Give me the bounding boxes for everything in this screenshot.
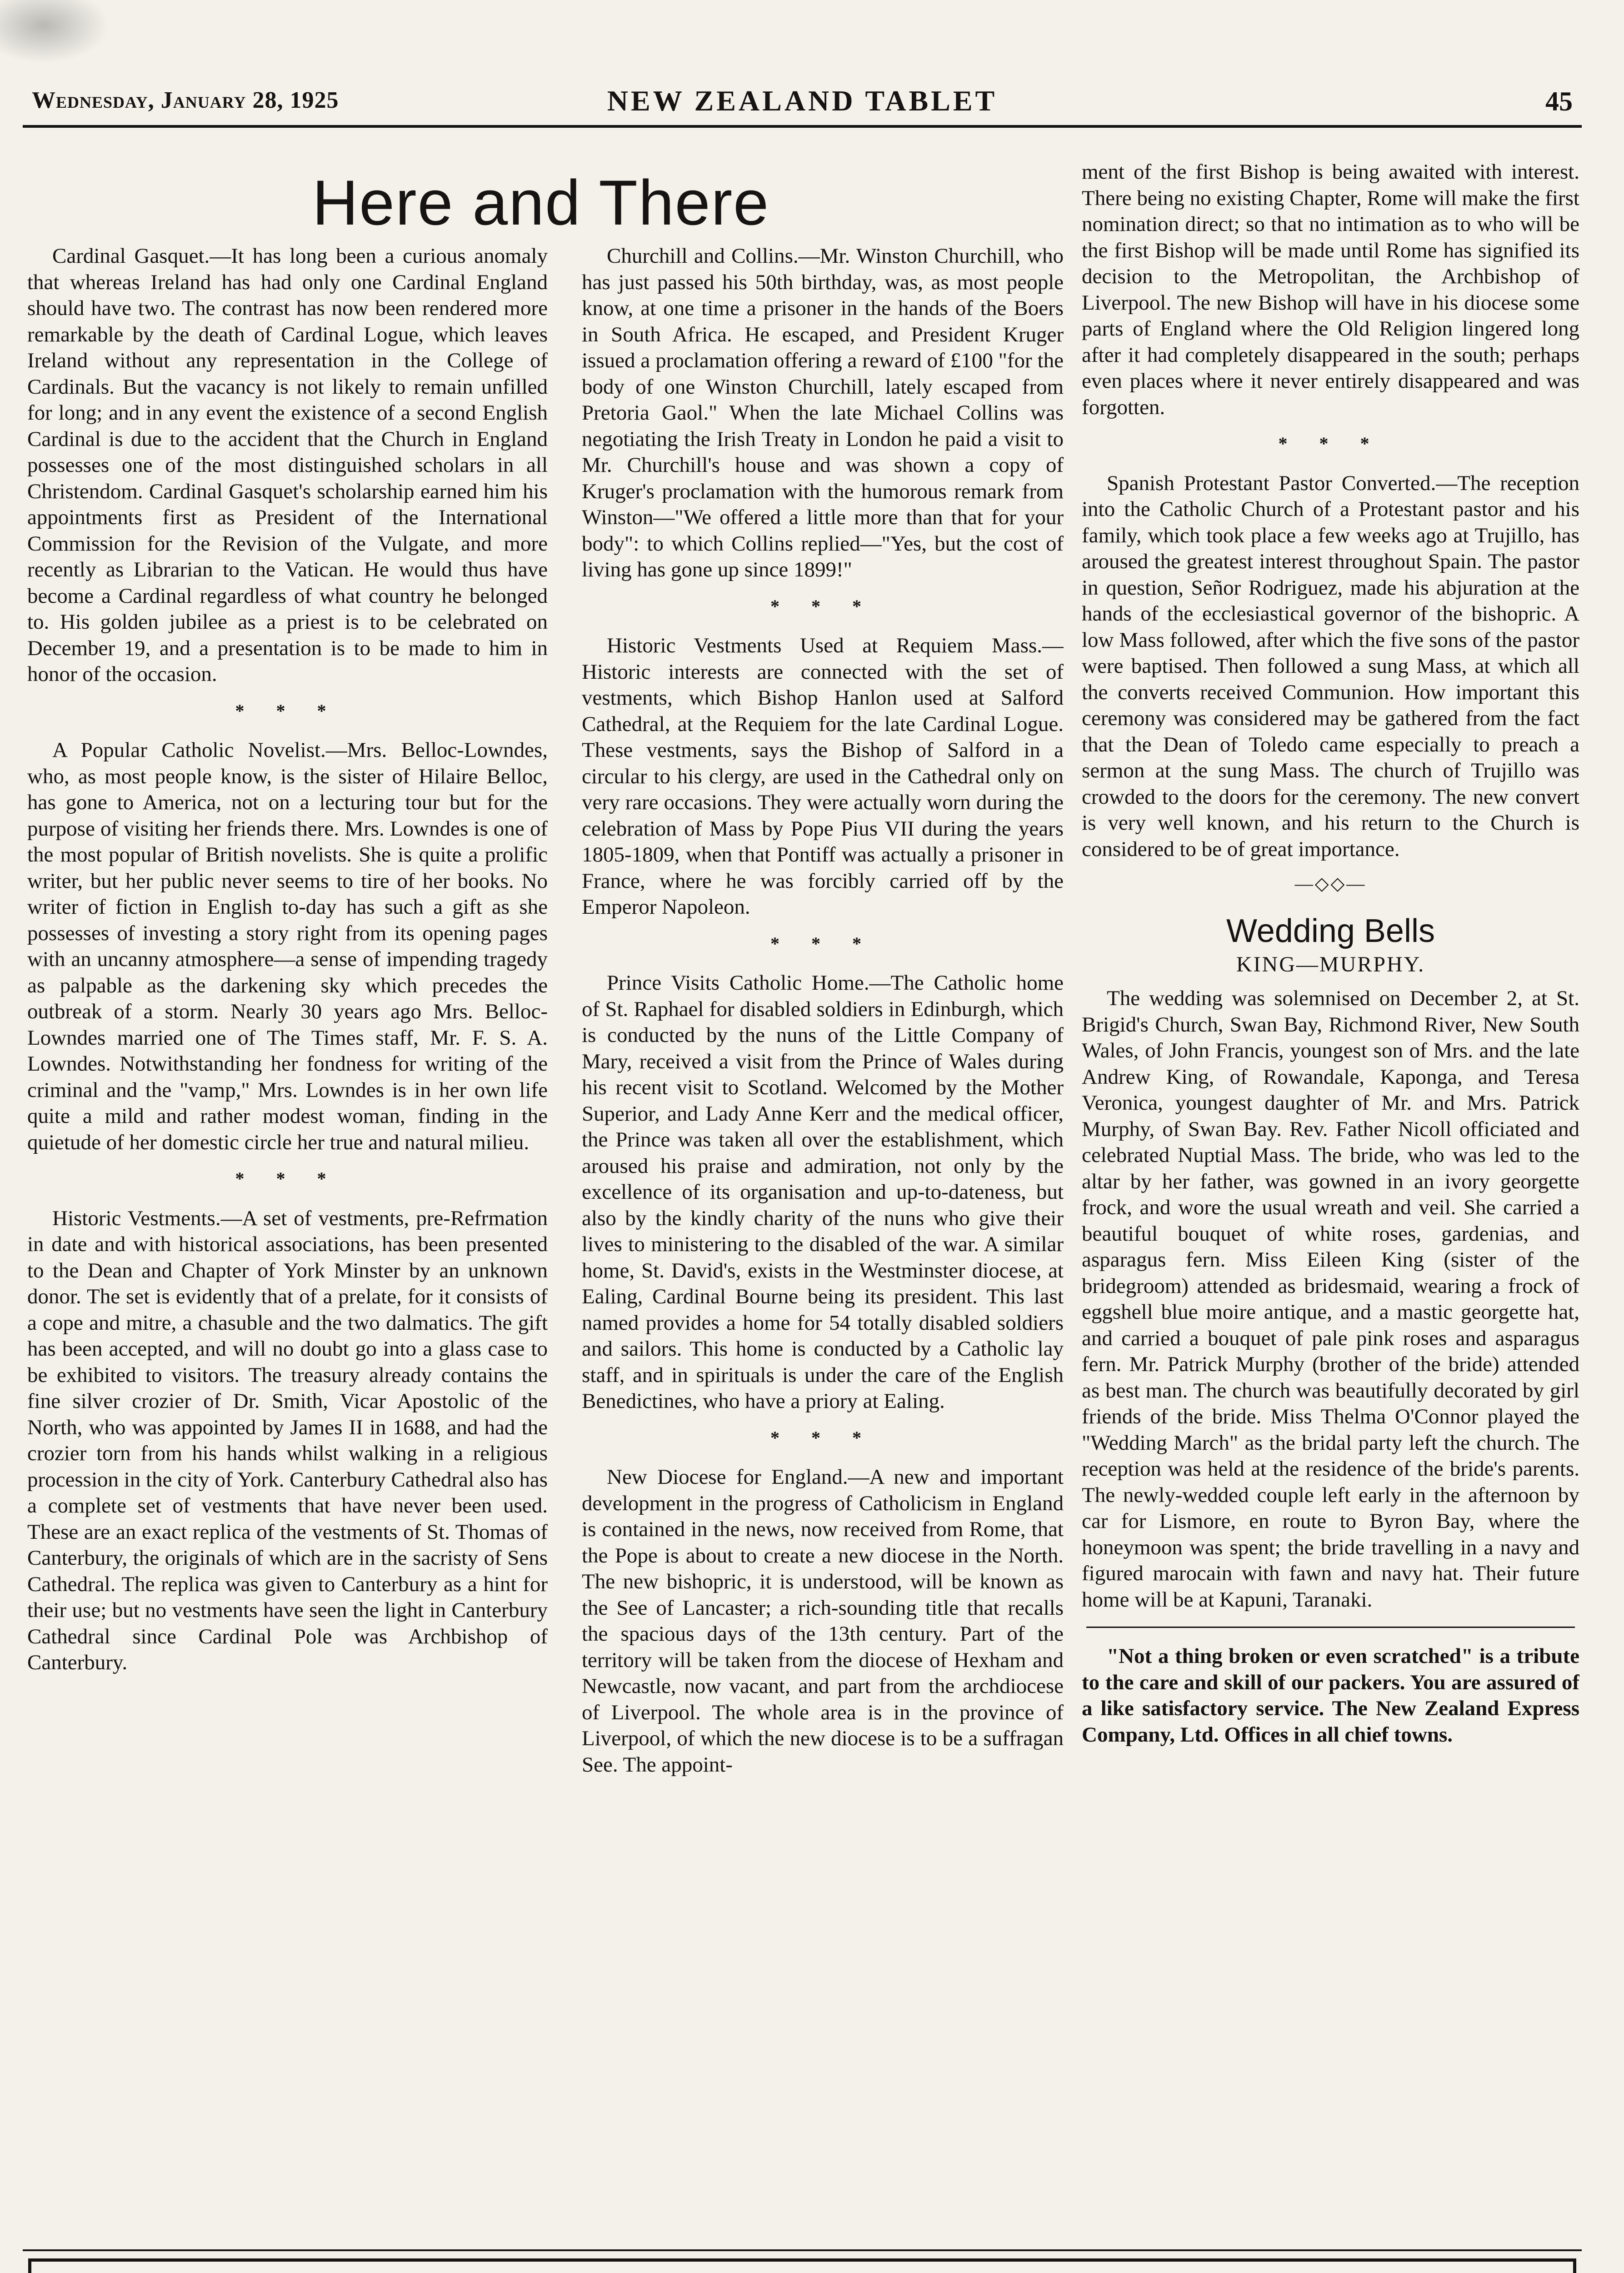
header-page-number: 45 [1545,86,1573,116]
header-title: NEW ZEALAND TABLET [607,85,998,117]
separator-stars: * * * [235,1168,340,1189]
article-vestments-requiem: Historic Vestments Used at Requiem Mass.—Historic interests are connected with the set of vestments, which Bishop Hanlon used at Salford Cathedral, at the Requiem for the late Cardinal Logue. These vestments, says the Bishop of Salford in a circular to his clergy, are used in the Cathedral only on very rare occasions. They were actually worn during the celebration of Mass by Pope Pius VII during the years 1805-1809, when that Pontiff was actually a prisoner in France, where he was forcibly carried off by the Emperor Napoleon. [582,634,1064,919]
article-prince-visit: Prince Visits Catholic Home.—The Catholic home of St. Raphael for disabled soldiers in Edinburgh, which is conducted by the nuns of the Little Company of Mary, received a visit from the Prince of Wales during his recent visit to Scotland. Welcomed by the Mother Superior, and Lady Anne Kerr and the medical officer, the Prince was taken all over the establishment, which aroused his praise and admiration, not only by the excellence of its organisation and up-to-dateness, but also by the kindly charity of the nuns who give their lives to ministering to the disabled of the war. A similar home, St. David's, exists in the Westminster diocese, at Ealing, Cardinal Bourne being its president. This last named provides a home for 54 totally disabled soldiers and sailors. This home is conducted by a Catholic lay staff, and in spirituals is under the care of the English Benedictines, who have a priory at Ealing. [582,971,1064,1413]
main-title: Here and There [312,167,770,238]
header-rule [23,125,1582,128]
article-historic-vestments: Historic Vestments.—A set of vestments, pre-Refrmation in date and with historical associations, has been presented to the Dean and Chapter of York Minster by an unknown donor. The set is evidently that of a prelate, for it consists of a cope and mitre, a chasuble and the two dalmatics. The gift has been accepted, and will no doubt go into a glass case to be exhibited to visitors. The treasury already contains the fine silver crozier of Dr. Smith, Vicar Apostolic of the North, who was appointed by James II in 1688, and had the crozier torn from his hands whilst walking in a religious procession in the city of York. Canterbury Cathedral also has a complete set of vestments that have never been used. These are an exact replica of the vestments of St. Thomas of Canterbury, the originals of which are in the sacristy of Sens Cathedral. The replica was given to Canterbury as a hint for their use; but no vestments have seen the light in Canterbury Cathedral since Cardinal Pole was Archbishop of Canterbury. [27,1206,548,1674]
advertisement-box [28,2258,1576,2273]
separator-stars: * * * [1278,433,1383,454]
separator-stars: * * * [770,933,875,954]
wedding-bells-title: Wedding Bells [1226,912,1435,949]
column-2 [582,243,1064,2243]
article-new-diocese-cont: ment of the first Bishop is being awaited with interest. There being no existing Chapter, Rome will make the first nomination direct; so that no intimation as to who will be the first Bishop will be made until Rome has signified its decision to the Metropolitan, the Archbishop of Liverpool. The new Bishop will have in his diocese some parts of England where the Old Religion lingered long after it had completely disappeared in the south; perhaps even places where it never entirely disappeared and was forgotten. [1082,160,1579,419]
article-wedding: The wedding was solemnised on December 2, at St. Brigid's Church, Swan Bay, Richmond River, New South Wales, of John Francis, youngest son of Mrs. and the late Andrew King, of Rowandale, Kaponga, and Teresa Veronica, youngest daughter of Mr. and Mrs. Patrick Murphy, of Swan Bay. Rev. Father Nicoll officiated and celebrated Nuptial Mass. The bride, who was led to the altar by her father, was gowned in an ivory georgette frock, and wore the usual wreath and veil. She carried a beautiful bouquet of white roses, gardenias, and asparagus fern. Miss Eileen King (sister of the bridegroom) attended as bridesmaid, wearing a frock of eggshell blue moire antique, and a mastic georgette hat, and carried a bouquet of pale pink roses and asparagus fern. Mr. Patrick Murphy (brother of the bride) attended as best man. The church was beautifully decorated by girl friends of the bride. Miss Thelma O'Connor played the "Wedding March" as the bridal party left the church. The reception was held at the residence of the bride's parents. The newly-wedded couple left early in the afternoon by car for Lismore, en route to Byron Bay, where the honeymoon was spent; the bride travelling in a navy and figured marocain with fawn and navy hat. Their future home will be at Kapuni, Taranaki. [1082,986,1579,1612]
advert-top-rule [23,2249,1582,2251]
print-smudge [0,0,109,64]
separator-stars: * * * [770,596,875,616]
article-new-diocese: New Diocese for England.—A new and important development in the progress of Catholicism in England is contained in the news, now received from Rome, that the Pope is about to create a new diocese in the North. The new bishopric, it is understood, will be known as the See of Lancaster; a rich-sounding title that recalls the spacious days of the 13th century. Part of the territory will be taken from the diocese of Hexham and Newcastle, now vacant, and part from the archdiocese of Liverpool. The whole area is in the province of Liverpool, of which the new diocese is to be a suffragan See. The appoint- [582,1465,1064,1777]
column-3 [1082,159,1579,2241]
header-date: Wednesday, January 28, 1925 [32,87,339,113]
notice-rule [1086,1627,1575,1628]
wedding-subtitle: KING—MURPHY. [1236,952,1425,976]
column-1 [27,243,548,2243]
article-cardinal-gasquet: Cardinal Gasquet.—It has long been a curious anomaly that whereas Ireland has had only one Cardinal England should have two. The contrast has now been rendered more remarkable by the death of Cardinal Logue, which leaves Ireland without any representation in the College of Cardinals. But the vacancy is not likely to remain unfilled for long; and in any event the existence of a second English Cardinal is due to the accident that the Church in England possesses one of the most distinguished scholars in all Christendom. Cardinal Gasquet's scholarship earned him his appointments first as President of the International Commission for the Revision of the Vulgate, and more recently as Librarian to the Vatican. He would thus have become a Cardinal regardless of what country he belonged to. His golden jubilee as a priest is to be celebrated on December 19, and a presentation is to be made to him in honor of the occasion. [27,244,548,686]
ornament-divider: —◇◇— [1294,873,1367,894]
article-churchill-collins: Churchill and Collins.—Mr. Winston Churchill, who has just passed his 50th birthday, was, as most people know, at one time a prisoner in the hands of the Boers in South Africa. He escaped, and President Kruger issued a proclamation offering a reward of £100 "for the body of one Winston Churchill, lately escaped from Pretoria Gaol." When the late Michael Collins was negotiating the Irish Treaty in London he paid a visit to Mr. Churchill's house and was shown a copy of Kruger's proclamation with the humorous remark from Winston—"We offered a little more than that for your body": to which Collins replied—"Yes, but the cost of living has gone up since 1899!" [582,244,1064,581]
separator-stars: * * * [770,1427,875,1448]
page-header [23,84,1582,125]
article-popular-novelist: A Popular Catholic Novelist.—Mrs. Belloc-Lowndes, who, as most people know, is the sister of Hilaire Belloc, has gone to America, not on a lecturing tour but for the purpose of visiting her friends there. Mrs. Lowndes is one of the most popular of British novelists. She is quite a prolific writer, but her public never seems to tire of her books. No writer of fiction in English to-day has such a gift as she possesses of investing a story right from its opening pages with an uncanny atmosphere—a sense of impending tragedy as palpable as the darkening sky which precedes the outbreak of a storm. Nearly 30 years ago Mrs. Belloc-Lowndes married one of The Times staff, Mr. F. S. A. Lowndes. Notwithstanding her fondness for writing of the criminal and the "vamp," Mrs. Lowndes is in her own life quite a mild and rather modest woman, finding in the quietude of her domestic circle her true and natural milieu. [27,738,548,1154]
express-company-notice: "Not a thing broken or even scratched" is a tribute to the care and skill of our packers. You are assured of a like satisfactory service. The New Zealand Express Company, Ltd. Offices in all chief towns. [1082,1644,1579,1747]
article-spanish-pastor: Spanish Protestant Pastor Converted.—The reception into the Catholic Church of a Protestant pastor and his family, which took place a few weeks ago at Trujillo, has aroused the greatest interest throughout Spain. The pastor in question, Señor Rodriguez, made his abjuration at the hands of the ecclesiastical governor of the bishopric. A low Mass followed, after which the five sons of the pastor were baptised. Then followed a sung Mass, at which all the converts received Communion. How important this ceremony was considered may be gathered from the fact that the Dean of Toledo came especially to preach a sermon at the sung Mass. The church of Trujillo was crowded to the doors for the ceremony. The new convert is very well known, and his return to the Church is considered to be of great importance. [1082,471,1579,861]
separator-stars: * * * [235,700,340,721]
